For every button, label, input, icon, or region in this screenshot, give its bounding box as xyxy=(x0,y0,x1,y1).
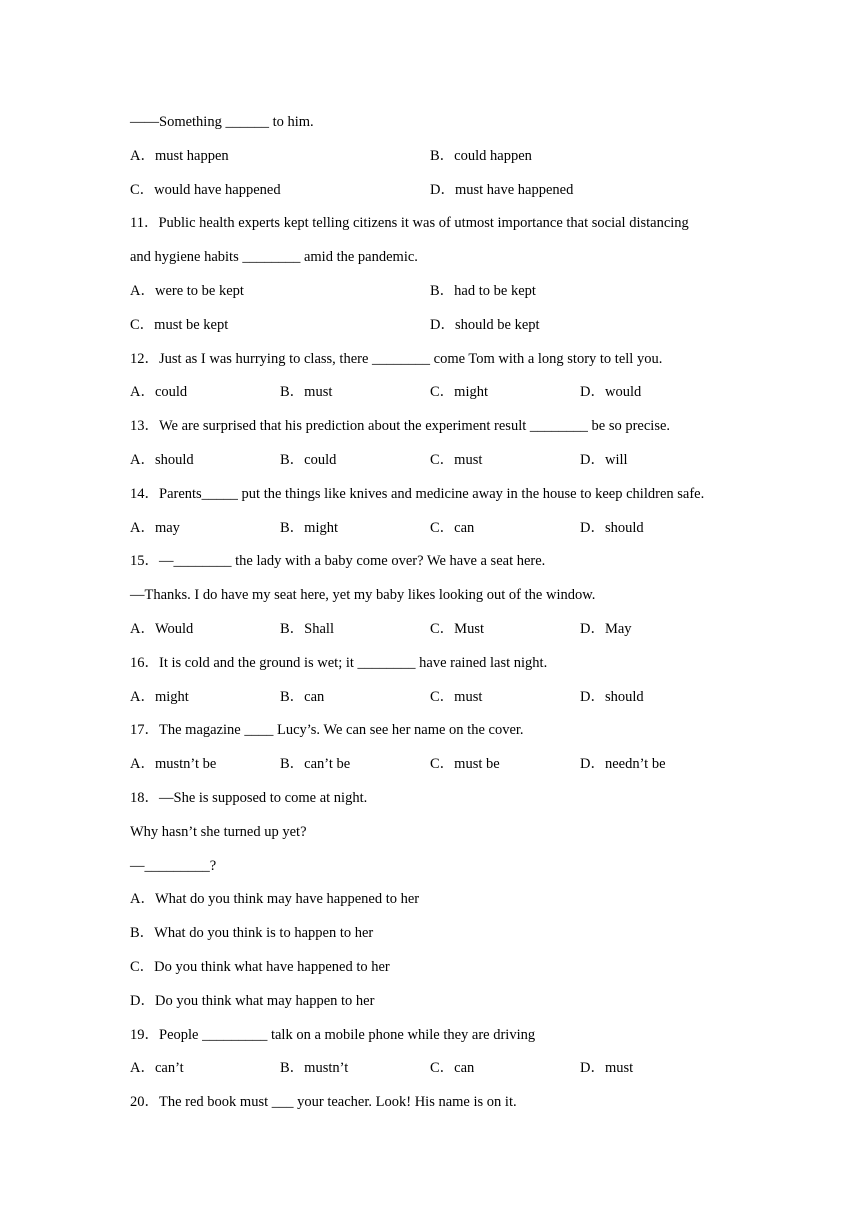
option-c: C．must be xyxy=(430,756,500,773)
option-c: C．must xyxy=(430,688,483,705)
option-d: D．must have happened xyxy=(430,181,574,198)
option-a: A．were to be kept xyxy=(130,282,244,299)
option-a: A．could xyxy=(130,384,188,401)
option-c: C．might xyxy=(430,384,489,401)
option-b: B．had to be kept xyxy=(430,282,536,299)
option-a: A．must happen xyxy=(130,147,229,164)
option-b: B．can’t be xyxy=(280,756,351,773)
option-a: A．might xyxy=(130,688,189,705)
option-b: B．can xyxy=(280,688,325,705)
question-13-text: 13．We are surprised that his prediction about the experiment result ________ be so precise. xyxy=(130,418,671,435)
answer-options xyxy=(130,450,750,484)
question-17-text: 17．The magazine ____ Lucy’s. We can see her name on the cover. xyxy=(130,722,524,739)
question-11-text-cont: and hygiene habits ________ amid the pandemic. xyxy=(130,249,418,266)
answer-options xyxy=(130,315,750,349)
option-c: C．must be kept xyxy=(130,316,229,333)
question-15-dialogue: —Thanks. I do have my seat here, yet my baby likes looking out of the window. xyxy=(130,587,596,604)
option-a: A．mustn’t be xyxy=(130,756,217,773)
option-a: A．should xyxy=(130,451,194,468)
option-d: D．needn’t be xyxy=(580,756,666,773)
answer-options xyxy=(130,382,750,416)
option-b: B．could xyxy=(280,451,337,468)
answer-options xyxy=(130,1058,750,1092)
answer-options xyxy=(130,146,750,180)
answer-options xyxy=(130,518,750,552)
option-b: B．What do you think is to happen to her xyxy=(130,925,374,942)
option-c: C．Do you think what have happened to her xyxy=(130,958,390,975)
option-c: C．would have happened xyxy=(130,181,281,198)
question-14-text: 14．Parents_____ put the things like knives and medicine away in the house to keep children safe. xyxy=(130,485,705,502)
question-11-text: 11．Public health experts kept telling citizens it was of utmost importance that social distancing xyxy=(130,215,689,232)
option-d: D．must xyxy=(580,1060,634,1077)
option-d: D．would xyxy=(580,384,642,401)
question-15-text: 15．—________ the lady with a baby come over? We have a seat here. xyxy=(130,553,546,570)
option-d: D．should xyxy=(580,519,644,536)
question-12-text: 12．Just as I was hurrying to class, there ________ come Tom with a long story to tell you. xyxy=(130,350,663,367)
answer-options xyxy=(130,180,750,214)
option-c: C．must xyxy=(430,451,483,468)
option-c: C．Must xyxy=(430,620,484,637)
option-b: B．must xyxy=(280,384,333,401)
answer-options xyxy=(130,687,750,721)
question-20-text: 20．The red book must ___ your teacher. Look! His name is on it. xyxy=(130,1094,517,1111)
question-18-dialogue: Why hasn’t she turned up yet? xyxy=(130,823,307,840)
option-d: D．May xyxy=(580,620,632,637)
option-b: B．could happen xyxy=(430,147,532,164)
question-list xyxy=(130,112,750,1126)
option-a: A．Would xyxy=(130,620,194,637)
question-text: ——Something ______ to him. xyxy=(130,114,314,130)
option-c: C．can xyxy=(430,1060,475,1077)
option-d: D．should xyxy=(580,688,644,705)
question-19-text: 19．People _________ talk on a mobile phone while they are driving xyxy=(130,1026,536,1043)
option-a: A．can’t xyxy=(130,1060,184,1077)
question-16-text: 16．It is cold and the ground is wet; it ________ have rained last night. xyxy=(130,654,548,671)
option-a: A．may xyxy=(130,519,180,536)
question-18-text: 18．—She is supposed to come at night. xyxy=(130,789,368,806)
question-18-blank: —_________? xyxy=(130,857,217,874)
answer-options xyxy=(130,281,750,315)
option-b: B．mustn’t xyxy=(280,1060,349,1077)
option-b: B．might xyxy=(280,519,339,536)
option-b: B．Shall xyxy=(280,620,334,637)
option-d: D．Do you think what may happen to her xyxy=(130,992,375,1009)
answer-options xyxy=(130,754,750,788)
option-a: A．What do you think may have happened to her xyxy=(130,891,420,908)
answer-options xyxy=(130,619,750,653)
option-c: C．can xyxy=(430,519,475,536)
option-d: D．will xyxy=(580,451,628,468)
option-d: D．should be kept xyxy=(430,316,540,333)
